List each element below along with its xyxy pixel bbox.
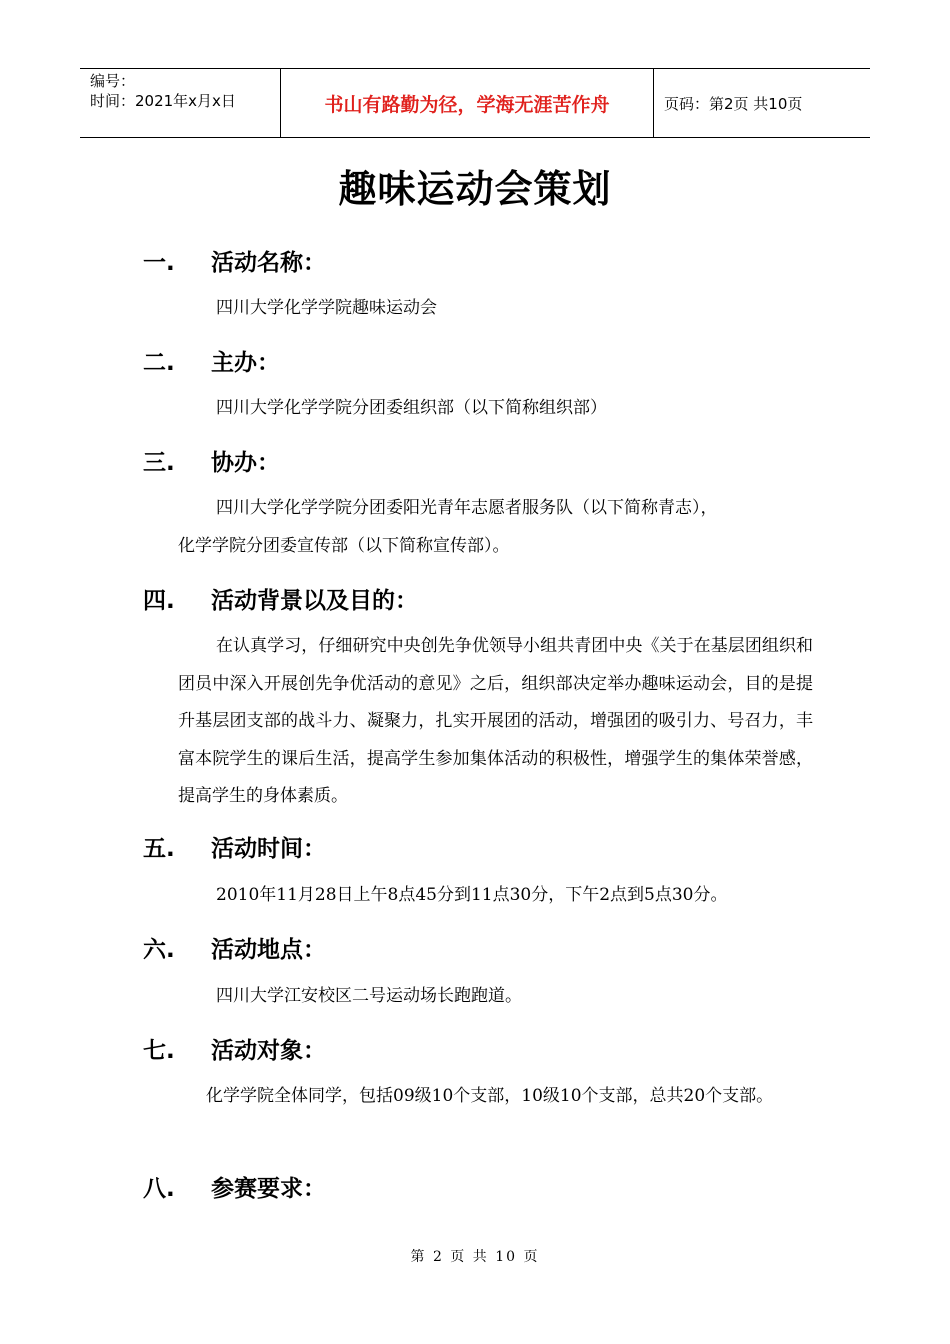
section-title: 活动名称： bbox=[211, 250, 326, 276]
section-body-5 bbox=[178, 877, 838, 915]
section-body-1 bbox=[178, 290, 813, 328]
section-heading-4 bbox=[143, 582, 418, 615]
section-heading-5 bbox=[143, 830, 326, 863]
section-heading-3 bbox=[143, 444, 280, 477]
section-number: 五. bbox=[143, 836, 175, 862]
section-body-3 bbox=[178, 490, 813, 565]
section-heading-8 bbox=[143, 1170, 326, 1203]
section-number: 六. bbox=[143, 937, 175, 963]
section-number: 四. bbox=[143, 588, 175, 614]
paragraph: 化学学院全体同学，包括09级10个支部，10级10个支部，总共20个支部。 bbox=[206, 1086, 774, 1106]
page-footer: 第 2 页 共 10 页 bbox=[410, 1249, 540, 1265]
header-meta bbox=[80, 69, 281, 137]
section-title: 活动时间： bbox=[211, 836, 326, 862]
section-body-6 bbox=[178, 978, 813, 1016]
header-table bbox=[80, 68, 870, 138]
section-number: 七. bbox=[143, 1038, 175, 1064]
section-body-7 bbox=[178, 1078, 813, 1116]
time-label: 时间：2021年x月x日 bbox=[90, 92, 236, 110]
section-body-4 bbox=[178, 628, 813, 816]
section-number: 一. bbox=[143, 250, 175, 276]
section-number: 三. bbox=[143, 450, 175, 476]
paragraph: 四川大学江安校区二号运动场长跑跑道。 bbox=[216, 986, 522, 1006]
section-body-2 bbox=[178, 390, 813, 428]
section-title: 主办： bbox=[211, 350, 280, 376]
paragraph-line: 化学学院分团委宣传部（以下简称宣传部）。 bbox=[178, 535, 510, 556]
section-title: 活动背景以及目的： bbox=[211, 588, 418, 614]
paragraph: 2010年11月28日上午8点45分到11点30分，下午2点到5点30分。 bbox=[216, 885, 728, 905]
paragraph-line: 四川大学化学学院分团委阳光青年志愿者服务队（以下简称青志）， bbox=[216, 498, 718, 518]
document-title: 趣味运动会策划 bbox=[338, 167, 612, 211]
section-heading-7 bbox=[143, 1032, 326, 1065]
section-heading-1 bbox=[143, 244, 326, 277]
number-label: 编号： bbox=[90, 72, 136, 90]
section-title: 活动地点： bbox=[211, 937, 326, 963]
section-title: 活动对象： bbox=[211, 1038, 326, 1064]
header-page-info: 页码：第2页 共10页 bbox=[664, 94, 803, 113]
section-number: 八. bbox=[143, 1176, 175, 1202]
section-title: 协办： bbox=[211, 450, 280, 476]
section-heading-6 bbox=[143, 931, 326, 964]
paragraph: 四川大学化学学院趣味运动会 bbox=[216, 298, 437, 318]
section-title: 参赛要求： bbox=[211, 1176, 326, 1202]
section-number: 二. bbox=[143, 350, 175, 376]
paragraph: 在认真学习，仔细研究中央创先争优领导小组共青团中央《关于在基层团组织和团员中深入开展创先争优活动的意见》之后，组织部决定举办趣味运动会，目的是提升基层团支部的战斗力、凝聚力，扎实开展团的活动，增强团的吸引力、号召力，丰富本院学生的课后生活，提高学生参加集体活动的积极性，增强学生的集体荣誉感，提高学生的身体素质。 bbox=[178, 636, 813, 806]
paragraph: 四川大学化学学院分团委组织部（以下简称组织部） bbox=[216, 398, 607, 418]
section-heading-2 bbox=[143, 344, 280, 377]
header-motto: 书山有路勤为径，学海无涯苦作舟 bbox=[281, 69, 654, 137]
